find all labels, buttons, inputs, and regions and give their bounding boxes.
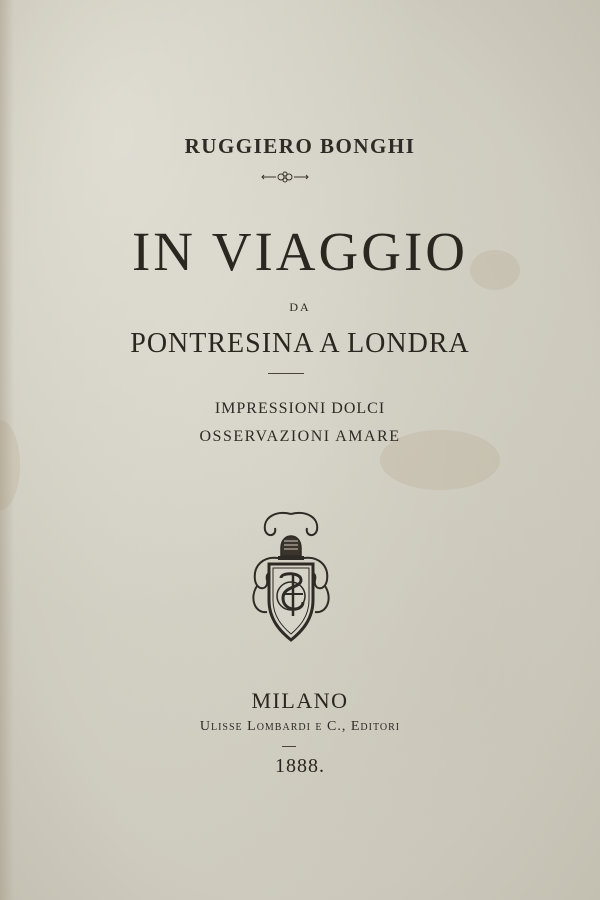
author-name: RUGGIERO BONGHI xyxy=(184,134,416,158)
book-title: IN VIAGGIO xyxy=(131,221,469,282)
divider-rule-small xyxy=(282,746,296,747)
book-subtitle: PONTRESINA A LONDRA xyxy=(130,328,470,359)
description-line-2: OSSERVAZIONI AMARE xyxy=(199,428,401,445)
flourish-ornament-icon xyxy=(260,170,310,184)
publisher-name: Ulisse Lombardi e C., Editori xyxy=(199,719,401,734)
publication-year: 1888. xyxy=(275,755,325,777)
divider-rule xyxy=(268,373,304,374)
title-connector: DA xyxy=(289,300,311,314)
publication-city: MILANO xyxy=(251,688,349,713)
heraldic-monogram-icon xyxy=(245,508,337,644)
description-line-1: IMPRESSIONI DOLCI xyxy=(214,400,386,417)
